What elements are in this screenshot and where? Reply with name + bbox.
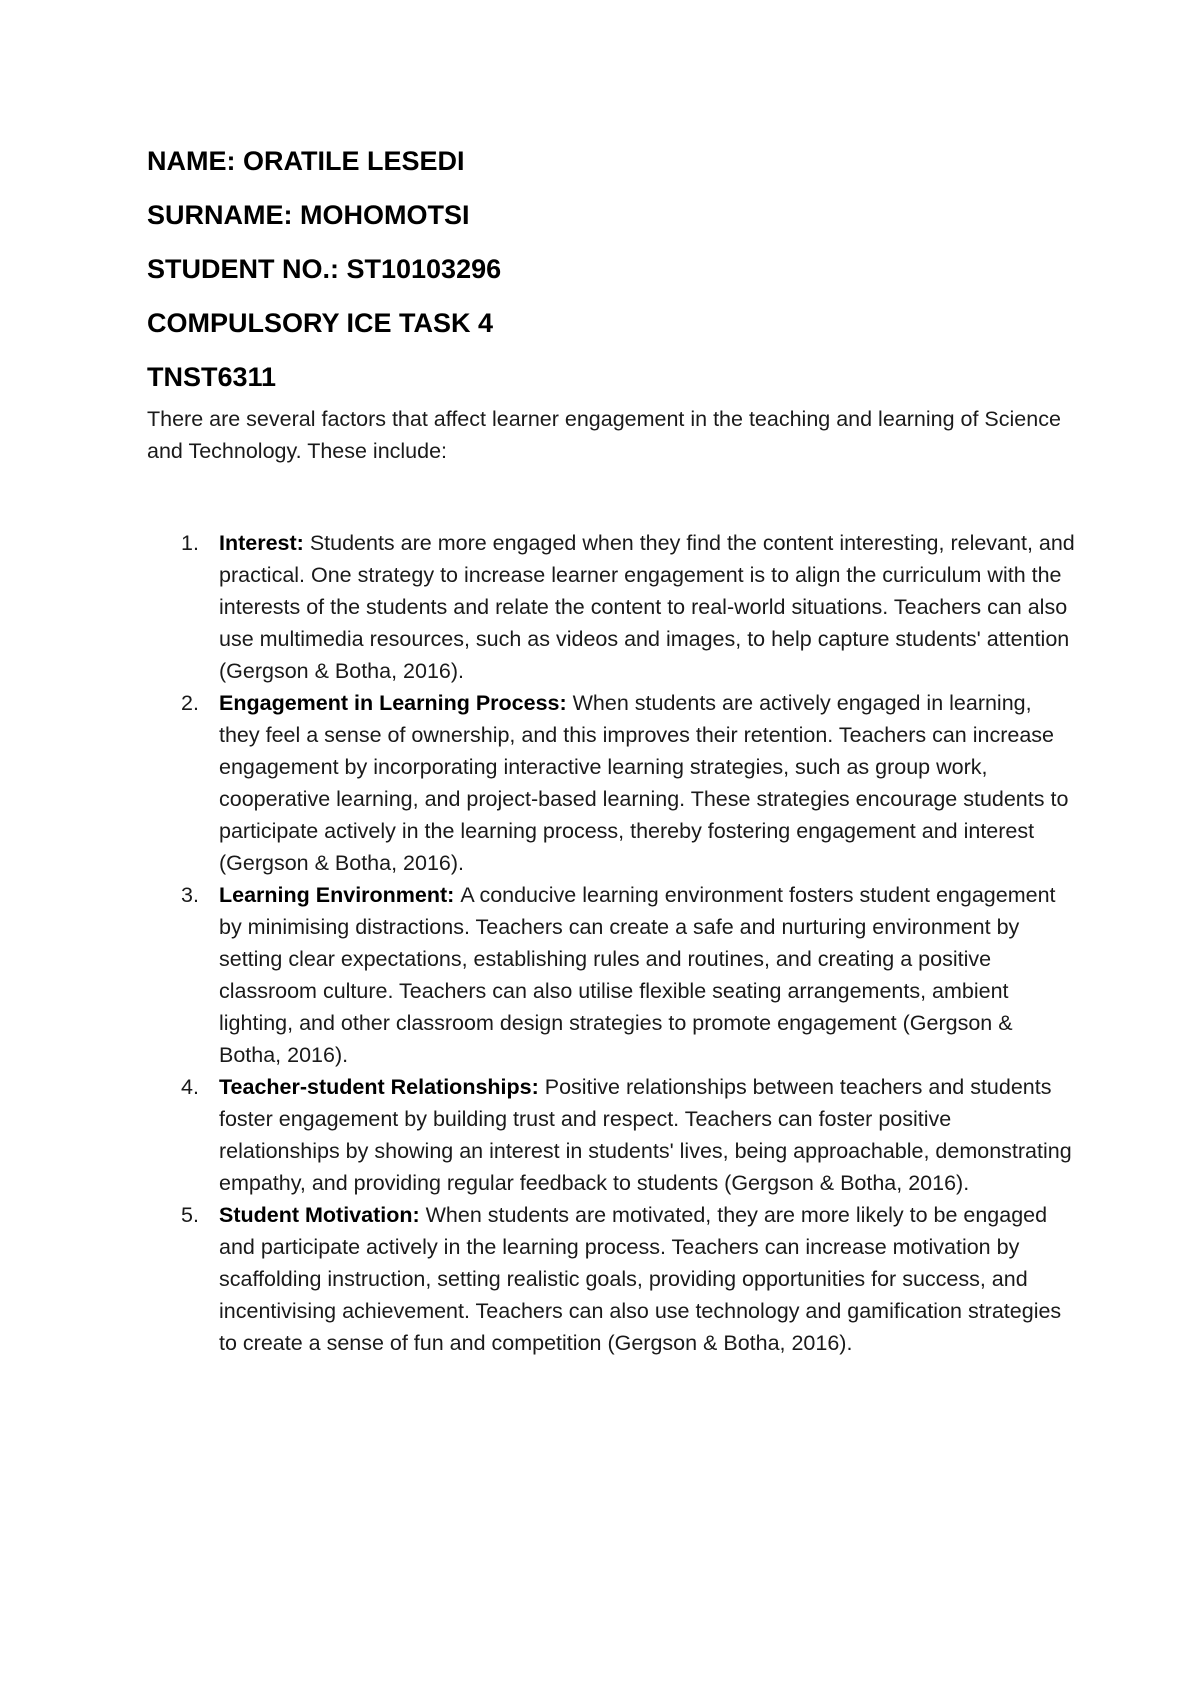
list-item-title: Learning Environment: [219, 883, 461, 907]
list-item-number: 1. [181, 531, 199, 555]
list-item-title: Interest: [219, 531, 310, 555]
document-body [147, 145, 1077, 1359]
list-item-title: Student Motivation: [219, 1203, 426, 1227]
list-item [147, 1071, 1077, 1199]
list-item-text: A conducive learning environment fosters student engagement by minimising distractions. Teachers can create a safe and nurturing environment by setting clear expectations, establishing rules and routines, and creating a positive classroom culture. Teachers can also utilise flexible seating arrangements, ambient lighting, and other classroom design strategies to promote engagement (Gergson & Botha, 2016). [219, 883, 1056, 1067]
list-item [147, 1199, 1077, 1359]
list-item [147, 879, 1077, 1071]
student-number: STUDENT NO.: ST10103296 [147, 254, 502, 284]
student-name: NAME: ORATILE LESEDI [147, 146, 465, 176]
module-code: TNST6311 [147, 362, 277, 392]
factor-list [147, 527, 1077, 1359]
list-item [147, 687, 1077, 879]
list-item-text: Students are more engaged when they find the content interesting, relevant, and practical. One strategy to increase learner engagement is to align the curriculum with the interests of the students and relate the content to real-world situations. Teachers can also use multimedia resources, such as videos and images, to help capture students' attention (Gergson & Botha, 2016). [219, 531, 1075, 683]
list-item-number: 2. [181, 691, 199, 715]
list-item-text: When students are actively engaged in learning, they feel a sense of ownership, and this improves their retention. Teachers can increase engagement by incorporating interactive learning strategies, such as group work, cooperative learning, and project-based learning. These strategies encourage students to participate actively in the learning process, thereby fostering engagement and interest (Gergson & Botha, 2016). [219, 691, 1069, 875]
list-item-number: 4. [181, 1075, 199, 1099]
student-surname: SURNAME: MOHOMOTSI [147, 200, 470, 230]
list-item-text: Positive relationships between teachers and students foster engagement by building trust and respect. Teachers can foster positive relationships by showing an interest in students' lives, being approachable, demonstrating empathy, and providing regular feedback to students (Gergson & Botha, 2016). [219, 1075, 1072, 1195]
list-item-number: 5. [181, 1203, 199, 1227]
list-item-number: 3. [181, 883, 199, 907]
intro-paragraph: There are several factors that affect learner engagement in the teaching and learning of Science and Technology. These include: [147, 407, 1061, 463]
list-item-title: Engagement in Learning Process: [219, 691, 573, 715]
list-item-text: When students are motivated, they are more likely to be engaged and participate actively in the learning process. Teachers can increase motivation by scaffolding instruction, setting realistic goals, providing opportunities for success, and incentivising achievement. Teachers can also use technology and gamification strategies to create a sense of fun and competition (Gergson & Botha, 2016). [219, 1203, 1062, 1355]
task-title: COMPULSORY ICE TASK 4 [147, 308, 494, 338]
list-item [147, 527, 1077, 687]
list-item-title: Teacher-student Relationships: [219, 1075, 545, 1099]
